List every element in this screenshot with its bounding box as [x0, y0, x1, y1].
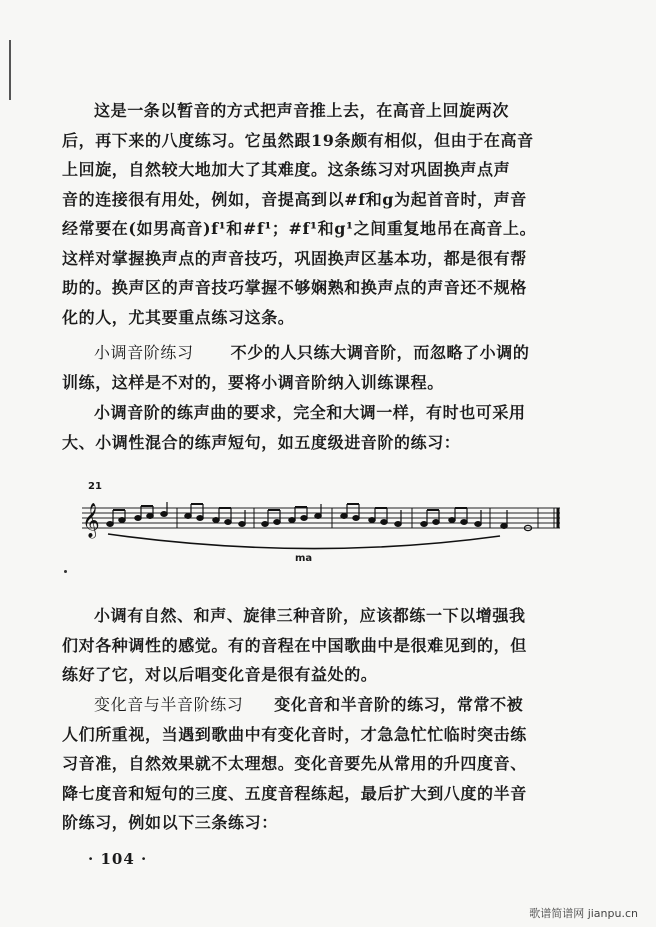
margin-line: [9, 40, 11, 100]
slur: [108, 534, 500, 549]
paragraph-3: [62, 398, 582, 457]
text-line: 降七度音和短句的三度、五度音程练起，最后扩大到八度的半音: [62, 783, 527, 803]
text-line: 训练，这样是不对的，要将小调音阶纳入训练课程。: [62, 372, 444, 392]
treble-clef-icon: 𝄞: [82, 503, 100, 538]
text-line: 这是一条以暂音的方式把声音推上去，在高音上回旋两次: [94, 101, 510, 120]
text-line: 经常要在(如男高音)f¹和#f¹；#f¹和g¹之间重复地吊在高音上。: [62, 219, 537, 238]
speck: [64, 570, 67, 573]
text-line: 后，再下来的八度练习。它虽然跟19条颇有相似，但由于在高音: [62, 130, 534, 150]
paragraph-minor-scale: [62, 338, 582, 397]
text-line: [62, 338, 582, 368]
paragraph-1: [62, 96, 582, 332]
text-line: 化的人，尤其要重点练习这条。: [62, 307, 295, 327]
watermark: 歌谱简谱网 jianpu.cn: [529, 907, 638, 920]
section-heading: 变化音与半音阶练习: [94, 695, 244, 714]
text-line: [62, 690, 582, 720]
example-number: 21: [88, 481, 102, 492]
text-line: 这样对掌握换声点的声音技巧，巩固换声区基本功，都是很有帮: [62, 248, 527, 268]
lyric: ma: [295, 553, 313, 564]
text-line: 阶练习，例如以下三条练习：: [62, 813, 278, 832]
text-span: 不少的人只练大调音阶，而忽略了小调的: [230, 343, 530, 362]
music-staff: [60, 480, 580, 570]
note-group-5: [421, 508, 481, 526]
text-line: 习音准，自然效果就不太理想。变化音要先从常用的升四度音、: [62, 754, 527, 773]
section-heading: 小调音阶练习: [94, 343, 194, 362]
text-line: 助的。换声区的声音技巧掌握不够娴熟和换声点的声音还不规格: [62, 278, 527, 297]
text-line: 上回旋，自然较大地加大了其难度。这条练习对巩固换声点声: [62, 160, 511, 179]
text-line: 练好了它，对以后唱变化音是很有益处的。: [62, 665, 378, 684]
text-line: 人们所重视，当遇到歌曲中有变化音时，才急急忙忙临时突击练: [62, 724, 527, 744]
notes: [107, 502, 558, 531]
text-span: 变化音和半音阶的练习，常常不被: [274, 695, 524, 714]
paragraph-4: [62, 601, 582, 690]
text-line: 音的连接很有用处，例如，音提高到以#f和g为起首音时，声音: [62, 189, 527, 209]
text-line: 大、小调性混合的练声短句，如五度级进音阶的练习：: [62, 432, 461, 452]
text-line: 小调音阶的练声曲的要求，完全和大调一样，有时也可采用: [94, 403, 526, 422]
text-line: 小调有自然、和声、旋律三种音阶，应该都练一下以增强我: [94, 606, 526, 625]
page-number: · 104 ·: [88, 850, 148, 868]
text-line: 们对各种调性的感觉。有的音程在中国歌曲中是很难见到的，但: [62, 635, 527, 655]
paragraph-chromatic: [62, 690, 582, 838]
